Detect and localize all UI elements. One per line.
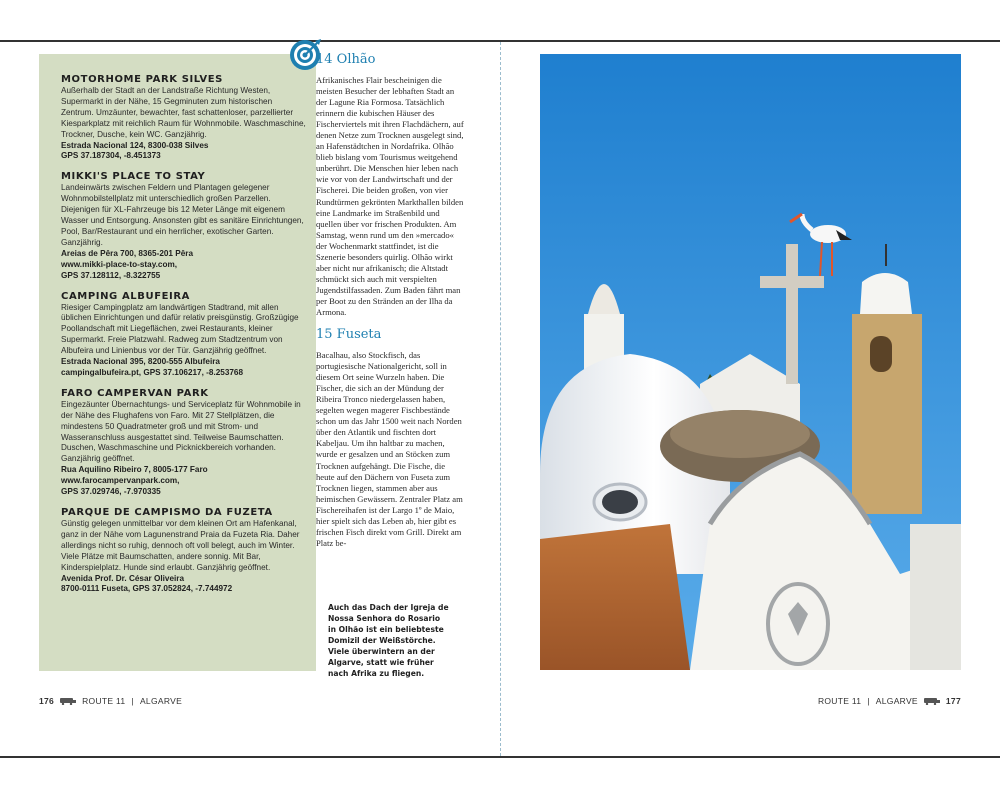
campsite-gps: GPS 37.029746, -7.970335 — [61, 487, 161, 497]
section-heading: 14 Olhão — [316, 52, 376, 67]
campsite-entry — [61, 74, 306, 162]
campsite-gps: 8700-0111 Fuseta, GPS 37.052824, -7.744972 — [61, 584, 233, 594]
footer-separator: | — [867, 696, 870, 706]
campsite-address: Avenida Prof. Dr. César Oliveira — [61, 573, 185, 583]
campsite-entry — [61, 507, 306, 595]
campsite-text: Eingezäunter Übernachtungs- und Serviceplatz für Wohnmobile in der Nähe des Flughafens von Faro. Mit 27 Stellplätzen, die mindestens 50 Quadratmeter groß und mit Strom- und Wasseranschluss ausgestattet sind. Teilweise Baumschatten. Duschen, Waschmaschine und Picknickbereich vorhanden. Ganzjährig geöffnet. — [61, 399, 301, 464]
campsite-title: CAMPING ALBUFEIRA — [61, 290, 191, 302]
campsite-address: Areias de Pêra 700, 8365-201 Pêra — [61, 248, 194, 258]
campsite-website: www.farocampervanpark.com, — [61, 476, 180, 486]
campsite-title: MIKKI'S PLACE TO STAY — [61, 171, 206, 183]
camper-icon — [924, 697, 940, 705]
campsite-text: Außerhalb der Stadt an der Landstraße Richtung Westen, Supermarkt in der Nähe, 15 Gegminuten zum historischen Zentrum. Umzäunter, bewachter, fast schattenloser, parzellierter Kiesparkplatz mit reichlich Raum für Wohnmobile. Waschmaschine, Trockner, Dusche, kein WC. Ganzjährig. — [61, 86, 306, 139]
page-gutter — [500, 42, 501, 756]
campsite-text: Riesiger Campingplatz am landwärtigen Stadtrand, mit allen üblichen Einrichtungen und dafür relativ preisgünstig. Großzügige Poollandschaft mit Liegeflächen, zwei Restaurants, kleiner Supermarkt. Freie Platzwahl. Radweg zum Stadtzentrum von Albufeira und Linienbus vor der Tür. Ganzjährig geöffnet. — [61, 302, 299, 356]
route-label: ROUTE 11 — [817, 696, 862, 706]
campsite-entry — [61, 388, 306, 498]
campsite-text: Landeinwärts zwischen Feldern und Plantagen gelegener Wohnmobilstellplatz mit unterschiedlich großen Parzellen. Diejenigen für XL-Fahrzeuge bis 12 Meter Länge mit eigenem Wasser und Entsorgung. Ansonsten gibt es sanitäre Einrichtungen, Pool, Bar/Restaurant und ein herrlicher, exotischer Garten. Ganzjährig. — [61, 183, 304, 247]
campsite-title: MOTORHOME PARK SILVES — [61, 74, 223, 85]
route-label: ROUTE 11 — [82, 696, 126, 706]
campsite-title: PARQUE DE CAMPISMO DA FUZETA — [61, 507, 273, 518]
photo-caption: Auch das Dach der Igreja de Nossa Senhora do Rosario in Olhão ist ein beliebteste Domizil der Weißstörche. Viele überwintern an der Algarve, statt wie früher nach Afrika zu fliegen. — [328, 603, 449, 678]
page-number: 177 — [945, 696, 961, 706]
footer-separator: | — [131, 696, 134, 706]
page-number: 176 — [39, 696, 55, 706]
section-heading: 15 Fuseta — [316, 327, 382, 343]
camper-icon — [60, 697, 76, 705]
region-label: ALGARVE — [139, 696, 183, 706]
campsite-address: Estrada Nacional 124, 8300-038 Silves — [61, 140, 209, 150]
right-page-footer — [818, 696, 961, 706]
region-label: ALGARVE — [875, 696, 918, 706]
campsite-gps: GPS 37.128112, -8.322755 — [61, 270, 161, 280]
campsite-entry — [61, 171, 306, 281]
church-stork-photo — [540, 54, 961, 670]
campsite-text: Günstig gelegen unmittelbar vor dem kleinen Ort am Hafenkanal, ganz in der Nähe vom Lagunenstrand Praia da Fuzeta Ria. Daher allerdings nicht so ruhig, dennoch oft voll belegt, auch im Winter. Viele Plätze mit Baumschatten, andere sonnig. Mit Bar, Kinderspielplatz. Hunde sind erlaubt. Ganzjährig geöffnet. — [61, 519, 300, 572]
campsite-address: Estrada Nacional 395, 8200-555 Albufeira — [61, 357, 220, 367]
campsite-title: FARO CAMPERVAN PARK — [61, 387, 209, 399]
campsite-entry — [61, 291, 306, 379]
section-text: Afrikanisches Flair bescheinigen die meisten Besucher der lebhaften Stadt an der Lagune Ria Formosa. Tatsächlich erinnern die kubischen Häuser des Fischerviertels mit ihren Flachdächern, auf denen Netze zum Trocknen ausgelegt sind, an Hafenstädtchen in Nordafrika. Olhão blieb bislang vom Tourismus weitgehend unberührt. Die Menschen hier leben nach wie vor von der Landwirtschaft und der Fischerei. Die beiden großen, von vier Rundtürmen gekrönten Markthallen bilden eine Landmarke im Straßenbild und quellen über vor frischen Produkten. Am Samstag, wenn rund um den »mercado« der Wochenmarkt stattfindet, ist die Szenerie besonders quirlig. Olhão wirkt aber nicht nur afrikanisch; die Altstadt schmückt sich auch mit verspielten Jugendstilfassaden. Zum Baden fährt man per Boot zu den Stränden an der Ilha da Armona. — [316, 75, 464, 317]
campsite-website: campingalbufeira.pt, GPS 37.106217, -8.253768 — [61, 367, 244, 377]
campsite-info-box — [39, 54, 316, 671]
campsite-gps: GPS 37.187304, -8.451373 — [61, 151, 161, 161]
left-page-footer — [39, 696, 182, 706]
section-text: Bacalhau, also Stockfisch, das portugiesische Nationalgericht, soll in diesem Ort seine Wurzeln haben. Die Fischer, die sich an der Mündung der Ribeira Tronco niedergelassen haben, segelten wegen magerer Fischbestände schon um das Jahr 1500 weit nach Norden über den Atlantik und fischten dort Kabeljau. Um ihn haltbar zu machen, wurde er gesalzen und an Stöcken zum Trocknen aufgehängt. Die Fische, die heute auf den Dächern von Fuseta zum Trocknen liegen, stammen aber aus heimischen Gewässern. Zentraler Platz am Fischereihafen ist der Largo 1º de Maio, hier spielt sich das Leben ab, hier gibt es frischen Fisch direkt vom Grill. Direkt am Platz be- — [316, 350, 463, 548]
article-column — [316, 52, 464, 558]
campsite-address: Rua Aquilino Ribeiro 7, 8005-177 Faro — [61, 465, 208, 475]
campsite-website: www.mikki-place-to-stay.com, — [61, 259, 178, 269]
